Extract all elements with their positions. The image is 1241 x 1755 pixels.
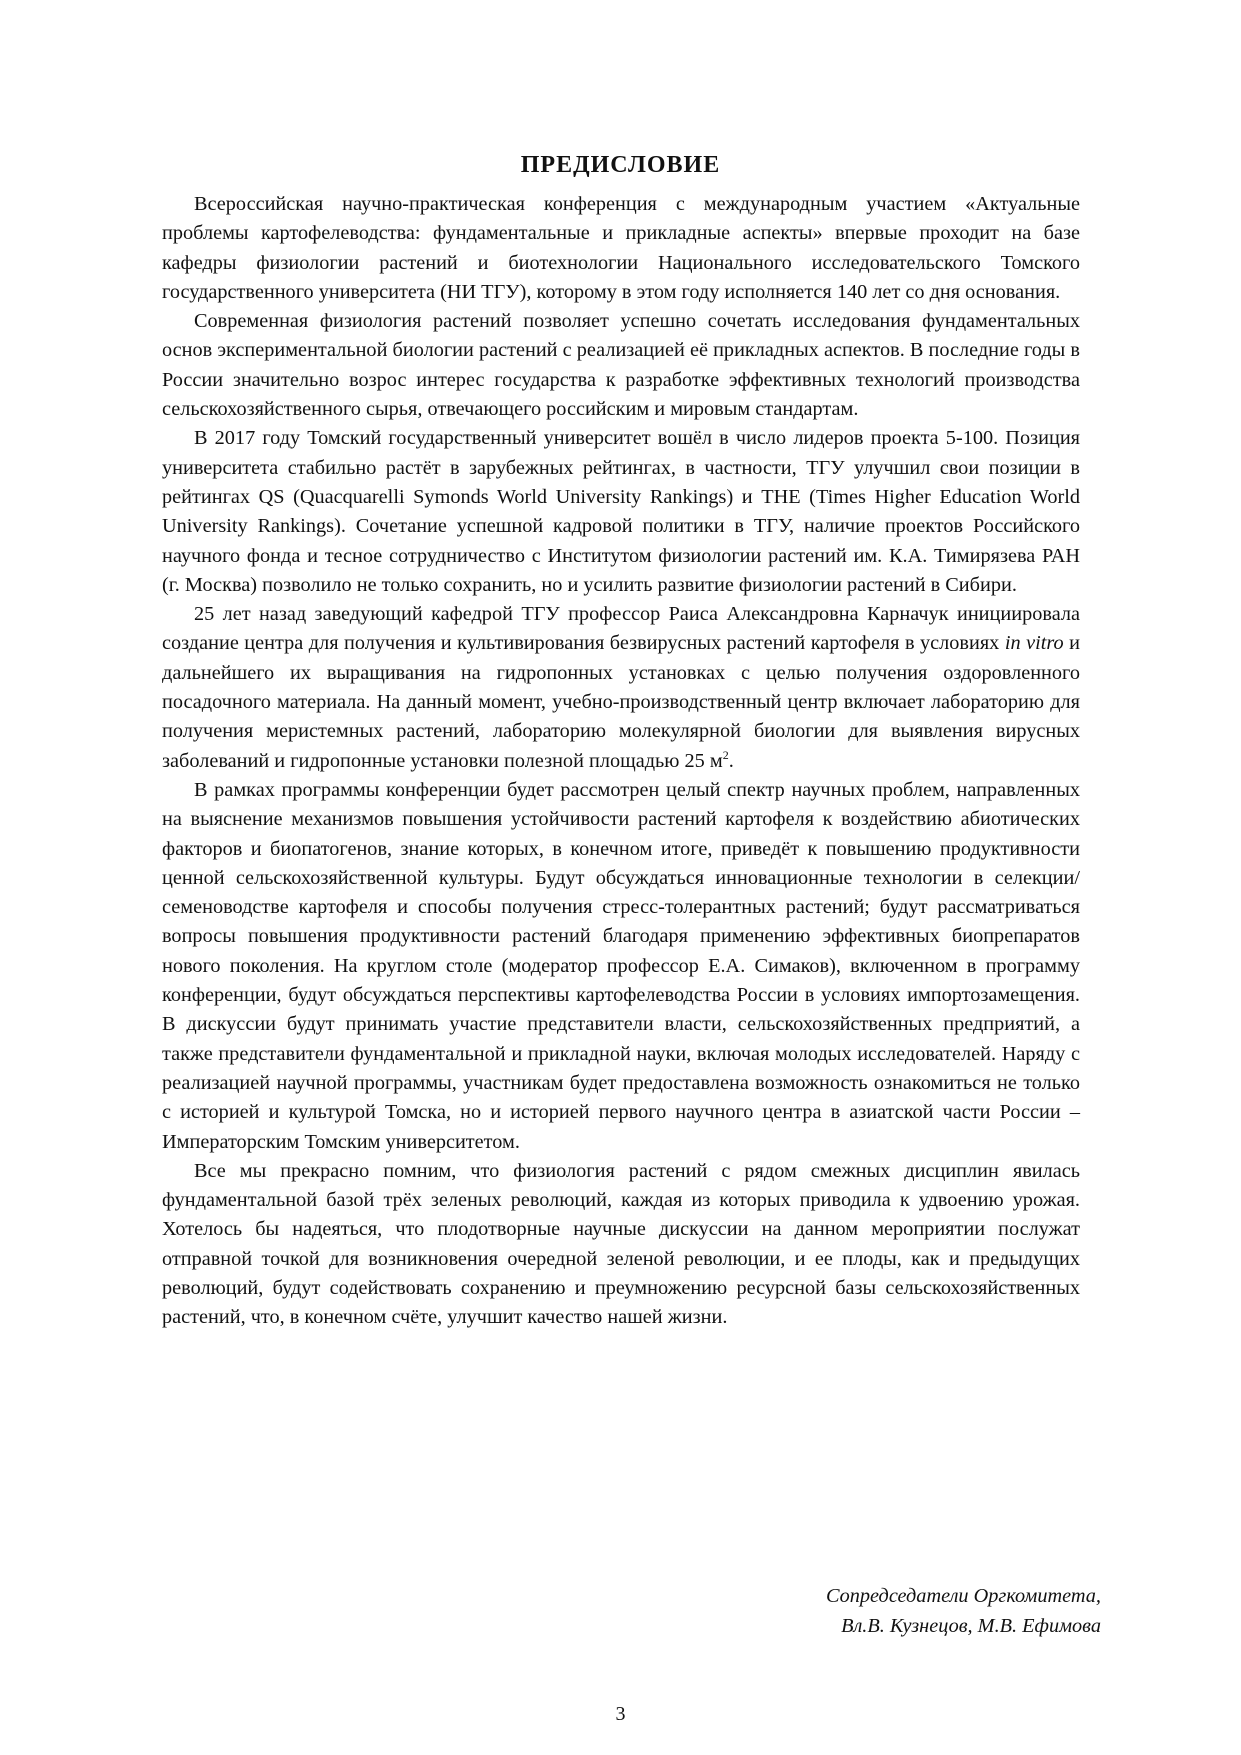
signature-names: Вл.В. Кузнецов, М.В. Ефимова [841,1615,1101,1637]
paragraph-2: Современная физиология растений позволяет успешно сочетать исследования фундаментальных основ экспериментальной биологии растений с реализацией её прикладных аспектов. В последние годы в России значительно возрос интерес государства к разработке эффективных технологий производства сельскохозяйственного сырья, отвечающего российским и мировым стандартам. [162,310,1080,421]
signature-role: Сопредседатели Оргкомитета, [825,1585,1101,1607]
signature-block [826,1581,1101,1641]
paragraph-4-italic: in vitro [1004,632,1064,655]
paragraph-4-part-1: 25 лет назад заведующий кафедрой ТГУ профессор Раиса Александровна Карначук инициировала создание центра для получения и культивирования безвирусных растений картофеля в условиях [162,603,1080,655]
paragraph-3: В 2017 году Томский государственный университет вошёл в число лидеров проекта 5-100. Позиция университета стабильно растёт в зарубежных рейтингах, в частности, ТГУ улучшил свои позиции в рейтингах QS (Quacquarelli Symonds World University Rankings) и THE (Times Higher Education World University Rankings). Сочетание успешной кадровой политики в ТГУ, наличие проектов Российского научного фонда и тесное сотрудничество с Институтом физиологии растений им. К.А. Тимирязева РАН (г. Москва) позволило не только сохранить, но и усилить развитие физиологии растений в Сибири. [162,427,1080,596]
paragraph-5: В рамках программы конференции будет рассмотрен целый спектр научных проблем, направленных на выяснение механизмов повышения устойчивости растений картофеля к воздействию абиотических факторов и биопатогенов, знание которых, в конечном итоге, приведёт к повышению продуктивности ценной сельскохозяйственной культуры. Будут обсуждаться инновационные технологии в селекции/семеноводстве картофеля и способы получения стресс-толерантных растений; будут рассматриваться вопросы повышения продуктивности растений благодаря применению эффективных биопрепаратов нового поколения. На круглом столе (модератор профессор Е.А. Симаков), включенном в программу конференции, будут обсуждаться перспективы картофелеводства России в условиях импортозамещения. В дискуссии будут принимать участие представители власти, сельскохозяйственных предприятий, а также представители фундаментальной и прикладной науки, включая молодых исследователей. Наряду с реализацией научной программы, участникам будет предоставлена возможность ознакомиться не только с историей и культурой Томска, но и историей первого научного центра в азиатской части России – Императорским Томским университетом. [162,778,1080,1153]
paragraph-4-superscript: 2 [722,747,729,762]
paragraph-4-part-3: . [728,749,734,772]
paragraph-1: Всероссийская научно-практическая конференция с международным участием «Актуальные проблемы картофелеводства: фундаментальные и прикладные аспекты» впервые проходит на базе кафедры физиологии растений и биотехнологии Национального исследовательского Томского государственного университета (НИ ТГУ), которому в этом году исполняется 140 лет со дня основания. [162,193,1080,303]
body-text [162,190,1080,1333]
paragraph-4 [162,600,1080,776]
paragraph-4-part-2: и дальнейшего их выращивания на гидропонных установках с целью получения оздоровленного посадочного материала. На данный момент, учебно-производственный центр включает лабораторию для получения меристемных растений, лабораторию молекулярной биологии для выявления вирусных заболеваний и гидропонные установки полезной площадью 25 м [162,632,1080,772]
paragraph-6: Все мы прекрасно помним, что физиология растений с рядом смежных дисциплин явилась фундаментальной базой трёх зеленых революций, каждая из которых приводила к удвоению урожая. Хотелось бы надеяться, что плодотворные научные дискуссии на данном мероприятии послужат отправной точкой для возникновения очередной зеленой революции, и ее плоды, как и предыдущих революций, будут содействовать сохранению и преумножению ресурсной базы сельскохозяйственных растений, что, в конечном счёте, улучшит качество нашей жизни. [162,1159,1080,1329]
page-number: 3 [615,1703,626,1725]
page-title: ПРЕДИСЛОВИЕ [520,152,721,178]
